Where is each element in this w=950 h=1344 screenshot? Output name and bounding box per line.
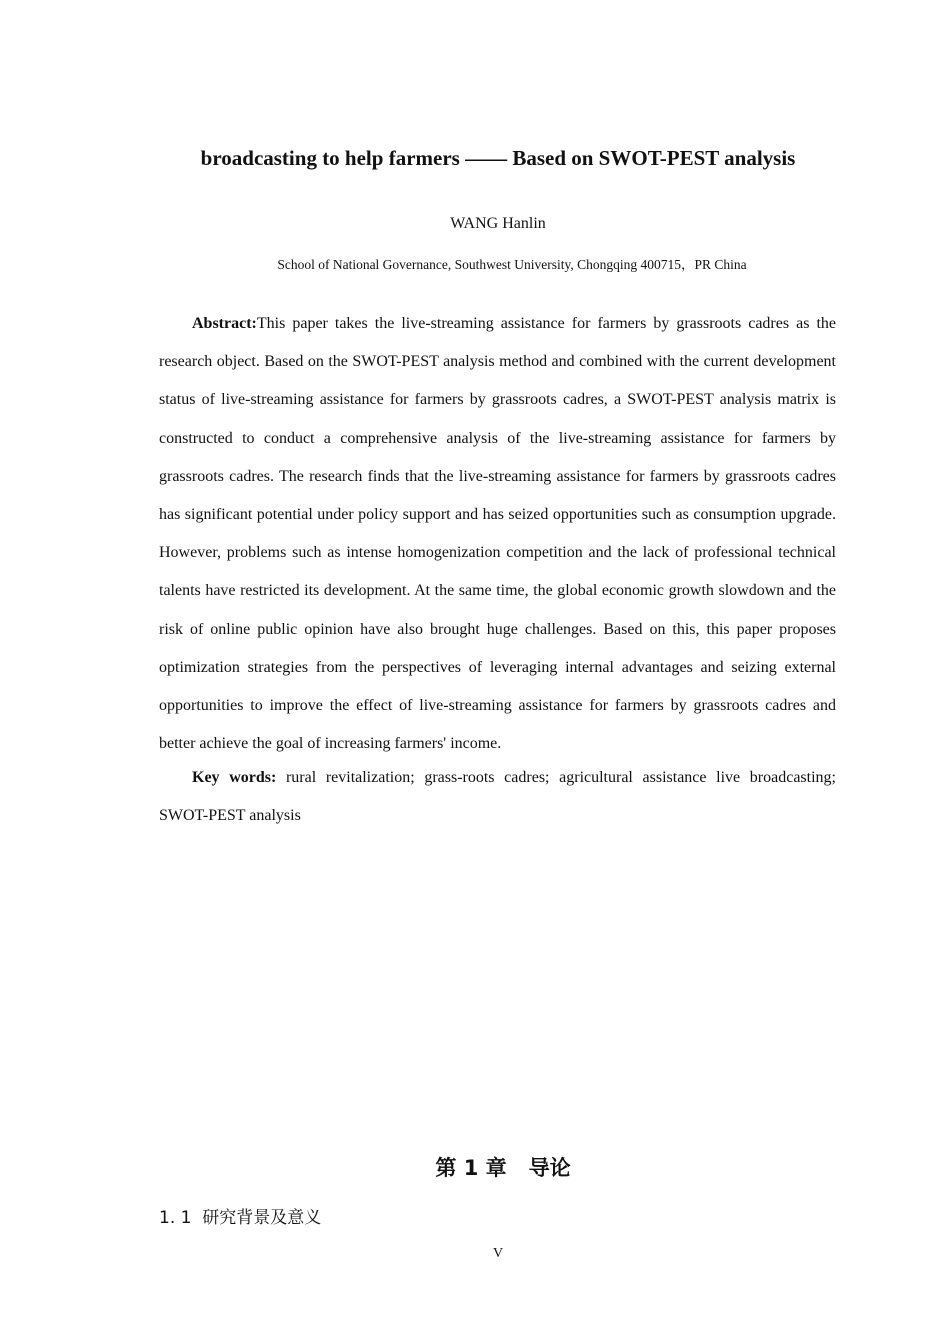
keywords-paragraph: [159, 759, 836, 835]
keywords-text: rural revitalization; grass-roots cadres; agricultural assistance live broadcasting; SWOT-PEST analysis: [159, 769, 836, 824]
author-name: WANG Hanlin: [450, 215, 546, 232]
abstract-label: Abstract:: [192, 315, 257, 332]
section-heading: 1. 1 研究背景及意义: [159, 1208, 322, 1228]
chapter-heading: 第 1 章 导论: [435, 1156, 571, 1180]
author-affiliation: School of National Governance, Southwest University, Chongqing 400715，PR China: [277, 257, 747, 272]
abstract-paragraph: [159, 305, 836, 763]
paper-title: broadcasting to help farmers —— Based on SWOT-PEST analysis: [200, 146, 796, 170]
keywords-label: Key words:: [192, 769, 277, 786]
abstract-text: This paper takes the live-streaming assistance for farmers by grassroots cadres as the research object. Based on the SWOT-PEST analysis method and combined with the current development status of live-streaming assistance for farmers by grassroots cadres, a SWOT-PEST analysis matrix is constructed to conduct a comprehensive analysis of the live-streaming assistance for farmers by grassroots cadres. The research finds that the live-streaming assistance for farmers by grassroots cadres has significant potential under policy support and has seized opportunities such as consumption upgrade. However, problems such as intense homogenization competition and the lack of professional technical talents have restricted its development. At the same time, the global economic growth slowdown and the risk of online public opinion have also brought huge challenges. Based on this, this paper proposes optimization strategies from the perspectives of leveraging internal advantages and seizing external opportunities to improve the effect of live-streaming assistance for farmers by grassroots cadres and better achieve the goal of increasing farmers' income.: [159, 315, 836, 753]
page-number: V: [492, 1246, 504, 1261]
